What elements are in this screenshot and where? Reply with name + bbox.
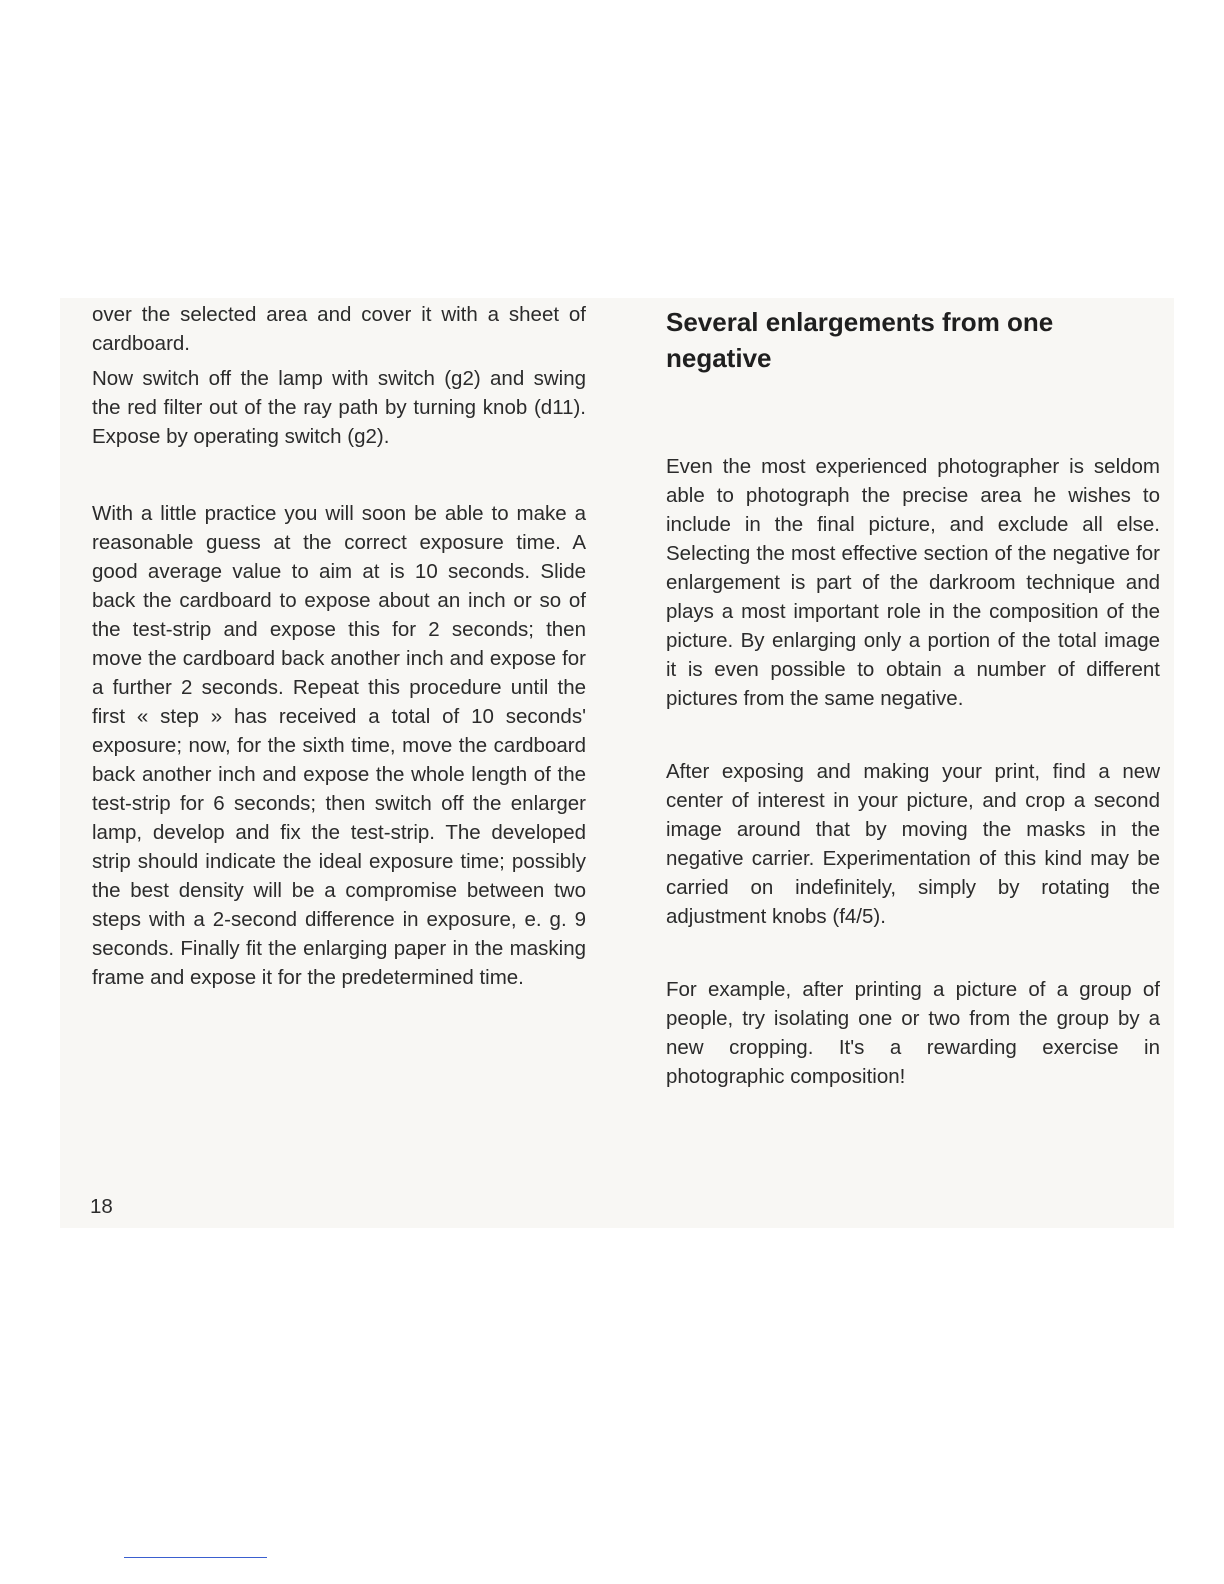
- left-column: [92, 300, 586, 992]
- paragraph: over the selected area and cover it with a sheet of cardboard.: [92, 303, 586, 355]
- paragraph: For example, after printing a picture of a group of people, try isolating one or two from the group by a new cropping. It's a rewarding exercise in photographic composition!: [666, 978, 1160, 1088]
- section-heading: Several enlargements from one negative: [666, 307, 1054, 373]
- paragraph: With a little practice you will soon be able to make a reasonable guess at the correct exposure time. A good average value to aim at is 10 seconds. Slide back the cardboard to expose about an inch or so of the test-strip and expose this for 2 seconds; then move the cardboard back another inch and expose for a further 2 seconds. Repeat this procedure until the first « step » has received a total of 10 seconds' exposure; now, for the sixth time, move the cardboard back another inch and expose the whole length of the test-strip for 6 seconds; then switch off the enlarger lamp, develop and fix the test-strip. The developed strip should indicate the ideal exposure time; possibly the best density will be a compromise between two steps with a 2-second difference in exposure, e. g. 9 seconds. Finally fit the enlarging paper in the masking frame and expose it for the predetermined time.: [92, 502, 586, 989]
- footnote-rule: [124, 1557, 267, 1558]
- paragraph: Even the most experienced photographer is seldom able to photograph the precise area he wishes to include in the final picture, and exclude all else. Selecting the most effective section of the negative for enlargement is part of the darkroom technique and plays a most important role in the composition of the picture. By enlarging only a portion of the total image it is even possible to obtain a number of different pictures from the same negative.: [666, 455, 1160, 710]
- paragraph: Now switch off the lamp with switch (g2) and swing the red filter out of the ray path by turning knob (d11). Expose by operating switch (g2).: [92, 367, 586, 448]
- page-number: 18: [90, 1195, 113, 1218]
- paragraph: After exposing and making your print, find a new center of interest in your picture, and crop a second image around that by moving the masks in the negative carrier. Experimentation of this kind may be carried on indefinitely, simply by rotating the adjustment knobs (f4/5).: [666, 760, 1160, 928]
- right-column: [666, 304, 1160, 1091]
